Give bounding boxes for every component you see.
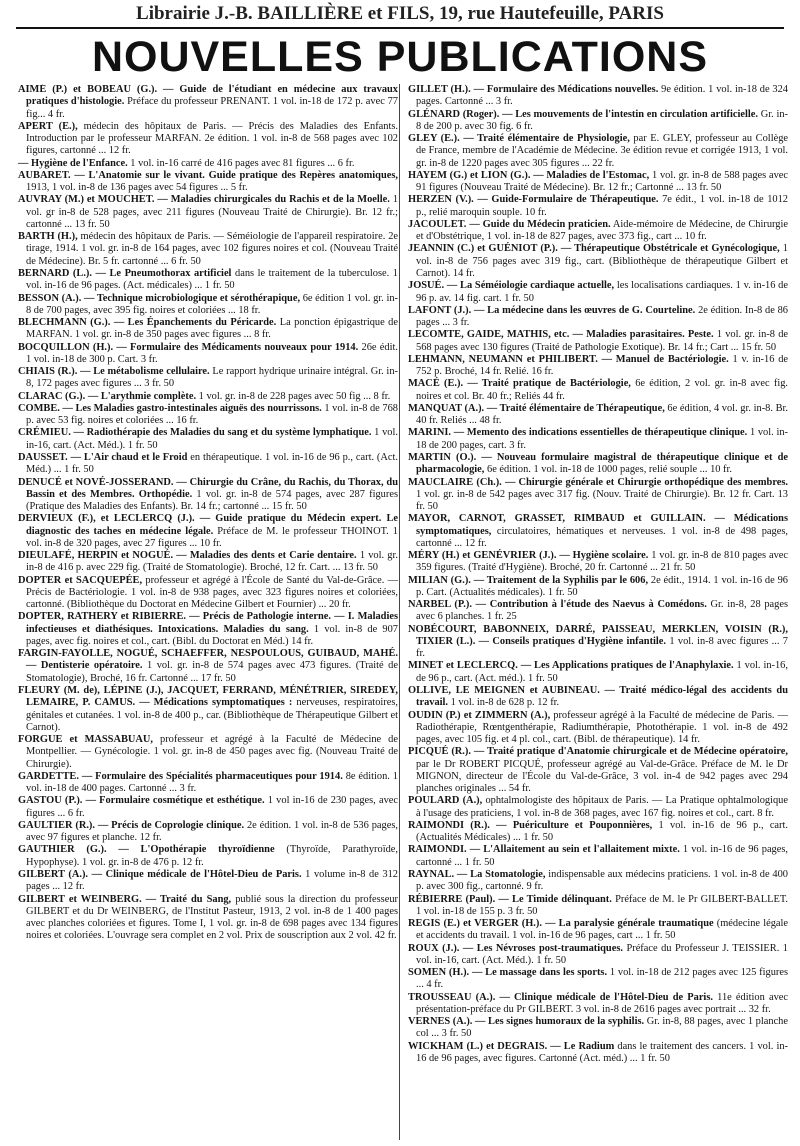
entry-details: Préface de M. le Pr GILBERT-BALLET. 1 vol. in-18 de 155 p. 3 fr. 50 [416, 893, 788, 917]
entry-author: ROUX (J.). [408, 942, 460, 954]
entry-author: JACOULET. [408, 218, 467, 230]
entry-details: (médecine légale et accidents du travail. 1 vol. in-16 de 96 pages, cart ... 1 fr. 50 [416, 918, 788, 942]
entry-author: REGIS (E.) et VERGER (H.). [408, 918, 542, 930]
catalog-entry [408, 550, 788, 575]
entry-author: VERNES (A.). [408, 1016, 473, 1028]
entry-author: BLECHMANN (G.). [18, 317, 111, 329]
entry-title: — Traité élémentaire de Thérapeutique, [484, 402, 665, 414]
catalog-entry [18, 452, 398, 477]
entry-details: (Thyroïde, Parathyroïde, Hypophyse). 1 vol. gr. in-8 de 476 p. 12 fr. [26, 844, 398, 868]
entry-author: CLARAC (G.). [18, 390, 86, 402]
entry-author: MANQUAT (A.). [408, 402, 485, 414]
catalog-entry [408, 403, 788, 428]
catalog-entry [408, 943, 788, 968]
entry-details: par le Dr ROBERT PICQUÉ, professeur agrégé au Val-de-Grâce. Préface de M. le Dr MIGNON, directeur de l'École du Val-de-Grâce, 3 vol. in-4 de 942 pages avec 294 planches originales ... 54 fr. [416, 758, 788, 795]
entry-details: 6e édition, 4 vol. gr. in-8. Br. 40 fr. Reliés ... 48 fr. [416, 402, 788, 427]
entry-author: OUDIN (P.) et ZIMMERN (A.), [408, 709, 551, 721]
entry-details: publié sous la direction du professeur GILBERT et du Dr WEINBERG, de l'Institut Pasteur, 1913, 2 vol. in-8 de 1 400 pages avec planches coloriées et figures. Tome I, 1 vol. gr. in-8 de 698 pages avec 134 figures noires et coloriées. L'ouvrage sera complet en 2 vol. Prix de souscription aux 2 vol. 42 fr. [26, 893, 398, 942]
catalog-entry [18, 734, 398, 771]
entry-details: professeur agrégé à la Faculté de médecine de Paris. — Radiothérapie, Rœntgenthérapie, Radiumthérapie, Photothérapie. 1 vol. in-8 de 492 pages, avec 105 fig. et 4 pl. col., cart. (Bibl. de thérapeutique). 14 fr. [416, 709, 788, 746]
left-column [18, 84, 398, 1140]
entry-title: — Traitement de la Syphilis par le 606, [470, 574, 649, 586]
entry-details: 1 vol. in-8 de 756 pages avec 319 fig., cart. (Bibliothèque de thérapeutique Gilbert et Carnot). 14 fr. [416, 243, 788, 279]
entry-details: par E. GLEY, professeur au Collège de France, membre de l'Académie de Médecine. 3e édition revue et corrigée 1913, 1 vol. gr. in-8 de 1220 pages avec 305 figures ... 22 fr. [416, 133, 788, 169]
entry-author: CHIAIS (R.). [18, 366, 78, 378]
catalog-entry [18, 648, 398, 685]
entry-details: dans le traitement des cancers. 1 vol. in-16 de 96 pages, avec figures. Cartonné (Act. méd.) ... 1 fr. 50 [416, 1040, 788, 1064]
entry-title: — Hygiène de l'Enfance. [18, 157, 128, 169]
entry-details: médecin des hôpitaux de Paris. — Précis des Maladies des Enfants. Introduction par le professeur MARFAN. 2e édition. 1 vol. in-8 de 568 pages avec 102 figures, cartonné ... 12 fr. [26, 120, 398, 157]
entry-author: HAYEM (G.) et LION (G.). [408, 169, 531, 181]
entry-author: WICKHAM (L.) et DEGRAIS. [408, 1040, 548, 1052]
catalog-entry [408, 305, 788, 330]
entry-details: 1 vol. gr. in-8 de 542 pages avec 317 fig. (Nouv. Traité de Chirurgie). Br. 12 fr. Cart. 13 fr. 50 [416, 488, 788, 513]
entry-title: — Guide de l'étudiant en médecine aux travaux pratiques d'histologie. [26, 84, 398, 108]
entry-title: — Guide-Formulaire de Thérapeutique. [473, 194, 659, 206]
entry-details: 1 vol. in-16 de 96 pages, cartonné ... 1 fr. 50 [416, 844, 788, 868]
header-rule [16, 27, 784, 29]
entry-author: DIEULAFÉ, HERPIN et NOGUÉ. [18, 550, 174, 562]
entry-author: MARTIN (O.). [408, 451, 477, 463]
entry-title: — Puériculture et Pouponnières, [489, 819, 653, 831]
catalog-entry [18, 342, 398, 367]
entry-author: AIMÉ (P.) et BOBEAU (G.). [18, 84, 158, 95]
catalog-entry [408, 575, 788, 600]
catalog-entry [408, 280, 788, 305]
entry-author: OLLIVE, LE MEIGNEN et AUBINEAU. [408, 685, 600, 697]
entry-title: — Traité pratique de Bactériologie, [463, 378, 631, 390]
entry-details: circulatoires, hématiques et nerveuses. 1 vol. in-8 de 498 pages, cartonné ... 12 fr. [416, 525, 788, 549]
catalog-entry [18, 795, 398, 820]
catalog-entry [18, 121, 398, 158]
entry-details: 1 vol. in-8 de 628 p. 12 fr. [448, 697, 560, 709]
entry-title: — Chirurgie du Crâne, du Rachis, du Thorax, du Bassin et des Membres. Orthopédie. [26, 476, 398, 500]
entry-author: BESSON (A.). [18, 292, 82, 304]
entry-details: 1 vol. gr. in-8 de 568 pages avec 130 figures (Traité de Pathologie Exotique). Br. 14 fr.; Cart ... 15 fr. 50 [416, 329, 788, 353]
entry-author: DERVIEUX (F.), et LECLERCQ (J.). [18, 513, 195, 525]
entry-author: NOBÉCOURT, BABONNEIX, DARRÉ, PAISSEAU, MERKLEN, VOISIN (R.), TIXIER (L.). [408, 623, 788, 647]
catalog-entry [408, 710, 788, 747]
catalog-entry [18, 820, 398, 845]
entry-author: GAULTIER (R.). [18, 819, 95, 831]
entry-details: 1 vol. in-16 carré de 416 pages avec 81 figures ... 6 fr. [127, 157, 355, 169]
entry-author: MÉRY (H.) et GENÉVRIER (J.). [408, 550, 557, 562]
entry-details: indispensable aux médecins praticiens. 1 vol. in-8 de 400 p. avec 300 fig., cartonné. 9 fr. [416, 869, 788, 893]
catalog-entry [18, 477, 398, 514]
entry-title: — Formulaire des Médications nouvelles. [470, 84, 659, 95]
entry-details: 6e édition 1 vol. gr. in-8 de 700 pages, avec 395 fig. noires et coloriées ... 18 fr. [26, 292, 398, 316]
entry-details: 1 vol. gr. in-8 de 228 pages avec 50 fig ... 8 fr. [196, 390, 391, 402]
entry-title: — Les Épanchements du Péricarde. [110, 317, 277, 329]
entry-details: 1913, 1 vol. in-8 de 136 pages avec 54 figures ... 5 fr. [26, 182, 248, 194]
entry-title: — Radiothérapie des Maladies du sang et du système lymphatique. [70, 427, 372, 439]
entry-title: — L'Allaitement au sein et l'allaitement mixte. [466, 844, 680, 856]
entry-author: LEHMANN, NEUMANN et PHILIBERT. [408, 353, 598, 365]
entry-title: — Le métabolisme cellulaire. [77, 366, 210, 378]
catalog-entry [18, 403, 398, 428]
entry-details: 26e édit. 1 vol. in-18 de 300 p. Cart. 3 fr. [26, 341, 398, 365]
catalog-entry [408, 243, 788, 280]
entry-details: 1 vol. in-16 de 96 p., cart. (Actualités Médicales) ... 1 fr. 50 [416, 819, 788, 844]
entry-author: MILIAN (G.). [408, 574, 471, 586]
catalog-entry [408, 1041, 788, 1066]
entry-title: — Le Pneumothorax artificiel [91, 267, 232, 279]
entry-title: — Les Applications pratiques de l'Anaphylaxie. [517, 660, 734, 672]
entry-title: — L'Anatomie sur le vivant. Guide pratique des Repères anatomiques, [70, 169, 398, 181]
entry-title: — La Séméiologie cardiaque actuelle, [444, 280, 615, 292]
catalog-entry [408, 967, 788, 992]
catalog-entry [408, 378, 788, 403]
catalog-entry [408, 599, 788, 624]
entry-author: GILLET (H.). [408, 84, 471, 95]
entry-author: BOCQUILLON (H.). [18, 341, 114, 353]
entry-author: FARGIN-FAYOLLE, NOGUÉ, SCHAEFFER, NESPOULOUS, GUIBAUD, MAHÉ. [18, 648, 398, 660]
entry-details: Préface du professeur PRENANT. 1 vol. in-18 de 172 p. avec 77 fig... 4 fr. [26, 96, 398, 120]
entry-details: Le rapport hydrique urinaire intégral. Gr. in-8, 172 pages avec figures ... 3 fr. 50 [26, 366, 398, 390]
catalog-entry [18, 194, 398, 231]
entry-details: Gr. in-8, 28 pages avec 6 planches. 1 fr. 25 [416, 599, 788, 623]
entry-title: — Formulaire des Médicaments nouveaux pour 1914. [113, 341, 359, 353]
entry-details: 1 vol. gr. in-8 de 574 pages, avec 287 figures (Pratique des Maladies des Enfants). Br. 14 fr.; cartonné ... 15 fr. 50 [26, 488, 398, 513]
entry-title: — Précis de Pathologie interne. — I. Maladies infectieuses et diathésiques. Intoxications. Maladies du sang. [26, 611, 398, 635]
catalog-entry [408, 820, 788, 845]
entry-title: — Le massage dans les sports. [469, 967, 608, 979]
entry-details: Préface du Professeur J. TEISSIER. 1 vol. in-16, cart. (Act. Méd.). 1 fr. 50 [416, 942, 788, 966]
catalog-entry [408, 660, 788, 685]
entry-author: DAUSSET. [18, 451, 68, 463]
catalog-entry [408, 1016, 788, 1041]
entry-details: 1 vol. in-8 de 907 pages, avec fig. noires et col., cart. (Bibl. du Doctorat en Méd.) 14 fr. [26, 623, 398, 647]
entry-author: GILBERT (A.). [18, 869, 89, 880]
entry-details: 6e édition, 2 vol. gr. in-8 avec fig. noires et col. Br. 40 fr.; Reliés 44 fr. [416, 378, 788, 402]
entry-author: JEANNIN (C.) et GUÉNIOT (P.). [408, 243, 558, 255]
entry-author: NARBEL (P.). [408, 599, 472, 611]
entry-author: DOPTER et SACQUEPÉE, [18, 574, 143, 586]
entry-author: RAYNAL. [408, 869, 455, 880]
entry-title: — L'Air chaud et le Froid [67, 451, 188, 463]
catalog-entry [408, 894, 788, 919]
catalog-entry [408, 624, 788, 661]
catalog-entry [18, 293, 398, 318]
entry-author: COMBE. [18, 402, 60, 414]
entry-details: Gr. in-8 de 200 p. avec 30 fig. 6 fr. [416, 108, 788, 132]
entry-author: MAUCLAIRE (Ch.). [408, 476, 502, 488]
catalog-entry [408, 194, 788, 219]
entry-details: 1 vol. gr in-8 de 528 pages, avec 211 figures (Nouveau Traité de Chirurgie). Br. 12 fr.; cartonné ... 13 fr. 50 [26, 194, 398, 230]
entry-title: — Traité médico-légal des accidents du travail. [416, 685, 788, 709]
entry-title: — Maladies parasitaires. Peste. [569, 329, 714, 341]
catalog-entry [18, 894, 398, 943]
entry-author: MAYOR, CARNOT, GRASSET, RIMBAUD et GUILLAIN. [408, 513, 706, 525]
entry-author: FLEURY (M. de), LÉPINE (J.), JACQUET, FERRAND, MÉNÉTRIER, SIREDEY, LEMAIRE, P. CAMUS. [18, 685, 398, 709]
catalog-entry [18, 268, 398, 293]
entry-title: — Médications symptomatiques : [135, 697, 293, 709]
catalog-entry [18, 513, 398, 550]
catalog-entry [18, 317, 398, 342]
entry-details: professeur et agrégé à la Faculté de Médecine de Montpellier. — Gynécologie. 1 vol. gr. in-8 de 450 pages avec fig. (Nouveau Traité de Chirurgie). [26, 734, 398, 770]
entry-author: PICQUÉ (R.). [408, 746, 471, 758]
entry-details: Aide-mémoire de Médecine, de Chirurgie et d'Obstétrique, 1 vol. in-18 de 827 pages, avec 373 fig., cart ... 10 fr. [416, 218, 788, 243]
entry-author: AUVRAY (M.) et MOUCHET. [18, 194, 155, 206]
entry-details: médecin des hôpitaux de Paris. — Séméiologie de l'appareil respiratoire. 2e tirage, 1914. 1 vol. gr. in-8 de 164 pages, avec 102 figures noires et col. (Nouveau Traité de Médecine). Br. 5 fr. cartonné ... 6 fr. 50 [26, 231, 398, 267]
entry-details: 9e édition. 1 vol. in-18 de 324 pages. Cartonné ... 3 fr. [416, 84, 788, 108]
catalog-entry [18, 84, 398, 121]
entry-details: 1 vol. gr. in-8 de 810 pages avec 359 figures. (Traité d'Hygiène). Broché, 20 fr. Cartonné ... 21 fr. 50 [416, 550, 788, 574]
entry-details: 2e édit., 1914. 1 vol. in-16 de 96 p. Cart. (Actualités médicales). 1 fr. 50 [416, 574, 788, 598]
catalog-entry [408, 354, 788, 379]
entry-details: Gr. in-8, 88 pages, avec 1 planche col ... 3 fr. 50 [416, 1016, 788, 1040]
entry-details: 1 vol. in-16, de 96 p., cart. (Act. méd.). 1 fr. 50 [416, 660, 788, 684]
catalog-entry [408, 170, 788, 195]
entry-author: GILBERT et WEINBERG. [18, 893, 142, 905]
entry-details: Préface de M. le professeur THOINOT. 1 vol. in-8 de 320 pages, avec 27 figures ... 10 fr. [26, 525, 398, 549]
catalog-entry [408, 427, 788, 452]
entry-details: 1 v. in-16 de 752 p. Broché, 14 fr. Relié. 16 fr. [416, 353, 788, 378]
entry-title: — Formulaire des Spécialités pharmaceutiques pour 1914. [78, 770, 343, 782]
catalog-entry [18, 170, 398, 195]
entry-author: CRÉMIEU. [18, 427, 71, 439]
entry-title: — Les signes humoraux de la syphilis. [472, 1016, 645, 1028]
catalog-entry [18, 771, 398, 796]
publisher-header: Librairie J.-B. BAILLIÈRE et FILS, 19, rue Hautefeuille, PARIS [136, 3, 664, 24]
entry-title: — Les Névroses post-traumatiques. [459, 942, 623, 954]
entry-details: 1 volume in-8 de 312 pages ... 12 fr. [26, 869, 398, 893]
entry-author: RAIMONDI. [408, 844, 467, 856]
entry-author: TROUSSEAU (A.). [408, 991, 496, 1003]
entry-details: 1 vol. gr. in-8 de 416 p. avec 229 fig. (Traité de Stomatologie). Broché, 12 fr. Cart. ... 13 fr. 50 [26, 550, 398, 574]
entry-title: — L'Opothérapie thyroïdienne [106, 844, 275, 856]
catalog-entry [18, 366, 398, 391]
entry-author: GAUTHIER (G.). [18, 844, 107, 856]
entry-title: — Contribution à l'étude des Naevus à Comédons. [471, 599, 707, 611]
entry-author: DENUCÉ et NOVÉ-JOSSERAND. [18, 476, 174, 488]
entry-title: — Guide pratique du Médecin expert. Le diagnostic des taches en médecine légale. [26, 513, 398, 537]
entry-title: — Médications symptomatiques, [416, 513, 788, 537]
catalog-entry [408, 219, 788, 244]
entry-title: — Conseils pratiques d'Hygiène infantile. [475, 635, 667, 647]
column-divider [399, 84, 400, 1140]
entry-details: 2e édition. In-8 de 86 pages ... 3 fr. [416, 304, 788, 329]
entry-author: GARDETTE. [18, 770, 79, 782]
entry-author: BERNARD (L.). [18, 267, 92, 279]
entry-details: La ponction épigastrique de MARFAN. 1 vol. gr. in-8 de 350 pages avec figures ... 8 fr. [26, 317, 398, 341]
catalog-entry [408, 109, 788, 134]
page-title: NOUVELLES PUBLICATIONS [91, 33, 709, 81]
catalog-entry [408, 84, 788, 109]
entry-details: 2e édition. 1 vol. in-8 de 536 pages, avec 97 figures et planche. 12 fr. [26, 819, 398, 844]
entry-title: — Guide du Médecin praticien. [466, 218, 611, 230]
catalog-entry [408, 869, 788, 894]
entry-details: 1 vol. gr. in-8 de 574 pages avec 473 figures. (Traité de Stomatologie), Broché, 16 fr. Cartonné ... 17 fr. 50 [26, 660, 398, 684]
catalog-entry [18, 575, 398, 612]
entry-title: — Traité pratique d'Anatomie chirurgicale et de Médecine opératoire, [470, 746, 788, 758]
entry-author: FORGUE et MASSABUAU, [18, 734, 153, 746]
entry-details: 1 vol. gr. in-8 de 588 pages avec 91 figures (Nouveau Traité de Médecine). Br. 12 fr.; Cartonné ... 13 fr. 50 [416, 169, 788, 194]
entry-title: — Thérapeutique Obstétricale et Gynécologique, [557, 243, 780, 255]
entry-author: JOSUÉ. [408, 280, 445, 292]
entry-title: — Maladies chirurgicales du Rachis et de la Moelle. [154, 194, 390, 206]
entry-author: MARINI. [408, 427, 452, 439]
entry-author: HERZEN (V.). [408, 194, 474, 206]
entry-title: — La paralysie générale traumatique [541, 918, 714, 930]
catalog-entry [408, 477, 788, 514]
catalog-entry [408, 133, 788, 170]
entry-details: 11e édition avec présentation-préface du Pr GILBERT. 3 vol. in-8 de 2616 pages avec portrait ... 32 fr. [416, 991, 788, 1015]
entry-title: — La médecine dans les œuvres de G. Courteline. [471, 304, 696, 316]
entry-details: 1 vol. in-16, cart. (Act. Méd.). 1 fr. 50 [26, 427, 398, 451]
entry-details: les localisations cardiaques. 1 v. in-16 de 96 p. av. 14 fig. cart. 1 fr. 50 [416, 280, 788, 304]
catalog-entry [18, 427, 398, 452]
entry-author: MACÉ (E.). [408, 378, 464, 390]
catalog-entry [408, 746, 788, 795]
entry-author: GLÉNARD (Roger). [408, 108, 500, 120]
catalog-entry [18, 611, 398, 648]
entry-title: — Maladies des dents et Carie dentaire. [173, 550, 357, 562]
catalog-entry [408, 918, 788, 943]
entry-title: — Précis de Coprologie clinique. [95, 819, 245, 831]
entry-title: — Formulaire cosmétique et esthétique. [82, 795, 265, 807]
entry-details: 1 vol. in-18 de 200 pages, cart. 3 fr. [416, 427, 788, 451]
entry-details: dans le traitement de la tuberculose. 1 vol. in-16 de 96 pages. (Act. médicales) ... 1 fr. 50 [26, 267, 398, 292]
entry-title: — Maladies de l'Estomac, [530, 169, 650, 181]
catalog-entry [408, 992, 788, 1017]
entry-details: 1 vol. in-8 de 768 p. avec 53 fig. noires et coloriées ... 16 fr. [26, 402, 398, 427]
entry-author: DOPTER, RATHERY et RIBIERRE. [18, 611, 186, 623]
entry-title: — Les Maladies gastro-intestinales aiguës des nourrissons. [59, 402, 322, 414]
entry-author: AUBARET. [18, 169, 71, 181]
entry-author: MINET et LECLERCQ. [408, 660, 518, 672]
catalog-entry [408, 329, 788, 354]
catalog-entry [18, 550, 398, 575]
entry-title: — Clinique médicale de l'Hôtel-Dieu de Paris. [495, 991, 713, 1003]
entry-title: — Le Timide délinquant. [495, 893, 612, 905]
entry-details: 8e édition. 1 vol. in-18 de 400 pages. Cartonné ... 3 fr. [26, 770, 398, 795]
catalog-entry [408, 513, 788, 550]
entry-author: GASTOU (P.). [18, 795, 83, 807]
entry-author: APERT (E.), [18, 120, 78, 132]
entry-details: ophtalmologiste des hôpitaux de Paris. — La Pratique ophtalmologique à l'usage des praticiens, 1 vol. in-8 de 368 pages, avec 167 fig. noires et col., cart. 8 fr. [416, 795, 788, 819]
entry-author: POULARD (A.), [408, 795, 483, 807]
entry-details: professeur et agrégé à l'École de Santé du Val-de-Grâce. — Précis de Bactériologie. 1 vol. in-8 de 938 pages, avec 323 figures noires et coloriées, cartonné. (Bibliothèque du Doctorat en Médecine Gilbert et Fournier) ... 20 fr. [26, 574, 398, 611]
catalog-entry [408, 685, 788, 710]
catalog-entry [18, 158, 398, 170]
entry-title: — La Stomatologie, [454, 869, 546, 880]
catalog-entry [408, 844, 788, 869]
catalog-entry [18, 685, 398, 734]
entry-author: GLEY (E.). [408, 133, 460, 145]
entry-author: LECOMTE, GAIDE, MATHIS, etc. [408, 329, 570, 341]
entry-details: 7e édit., 1 vol. in-18 de 1012 p., relié maroquin souple. 10 fr. [416, 194, 788, 218]
entry-title: — Les mouvements de l'intestin en circulation artificielle. [499, 108, 758, 120]
right-column [408, 84, 788, 1140]
entry-title: — Clinique médicale de l'Hôtel-Dieu de Paris. [88, 869, 302, 880]
entry-title: — Traité du Sang, [141, 893, 232, 905]
entry-title: — Manuel de Bactériologie. [597, 353, 729, 365]
entry-title: — Technique microbiologique et sérothérapique, [81, 292, 301, 304]
entry-title: — Chirurgie générale et Chirurgie orthopédique des membres. [501, 476, 788, 488]
entry-title: — Le Radium [547, 1040, 615, 1052]
entry-title: — Hygiène scolaire. [556, 550, 649, 562]
entry-title: — Memento des indications essentielles de thérapeutique clinique. [451, 427, 748, 439]
catalog-entry [18, 391, 398, 403]
entry-author: BARTH (H.), [18, 231, 78, 243]
catalog-entry [408, 452, 788, 477]
entry-author: RAIMONDI (R.). [408, 819, 490, 831]
entry-author: SOMEN (H.). [408, 967, 470, 979]
catalog-entry [408, 795, 788, 820]
entry-author: RÉBIERRE (Paul). [408, 893, 496, 905]
entry-details: 1 vol. in-8 avec figures ... 7 fr. [416, 635, 788, 660]
entry-title: — Nouveau formulaire magistral de thérapeutique clinique et de pharmacologie, [416, 451, 788, 476]
entry-title: — L'arythmie complète. [85, 390, 197, 402]
entry-details: 1 vol in-16 de 230 pages, avec figures ... 6 fr. [26, 795, 398, 819]
catalog-entry [18, 844, 398, 869]
entry-details: 1 vol. in-18 de 212 pages avec 125 figures ... 4 fr. [416, 967, 788, 991]
entry-details: nerveuses, respiratoires, génitales et cutanées. 1 vol. in-8 de 400 p., car. (Bibliothèque de Thérapeutique Gilbert et Carnot). [26, 697, 398, 733]
entry-details: en thérapeutique. 1 vol. in-16 de 96 p., cart. (Act. Méd.) ... 1 fr. 50 [26, 451, 398, 476]
entry-title: — Traité élémentaire de Physiologie, [459, 133, 630, 145]
entry-title: — Dentisterie opératoire. [26, 660, 143, 672]
entry-author: LAFONT (J.). [408, 304, 472, 316]
catalog-entry [18, 869, 398, 894]
catalog-entry [18, 231, 398, 268]
entry-details: 6e édition. 1 vol. in-18 de 1000 pages, relié souple ... 10 fr. [484, 464, 733, 476]
